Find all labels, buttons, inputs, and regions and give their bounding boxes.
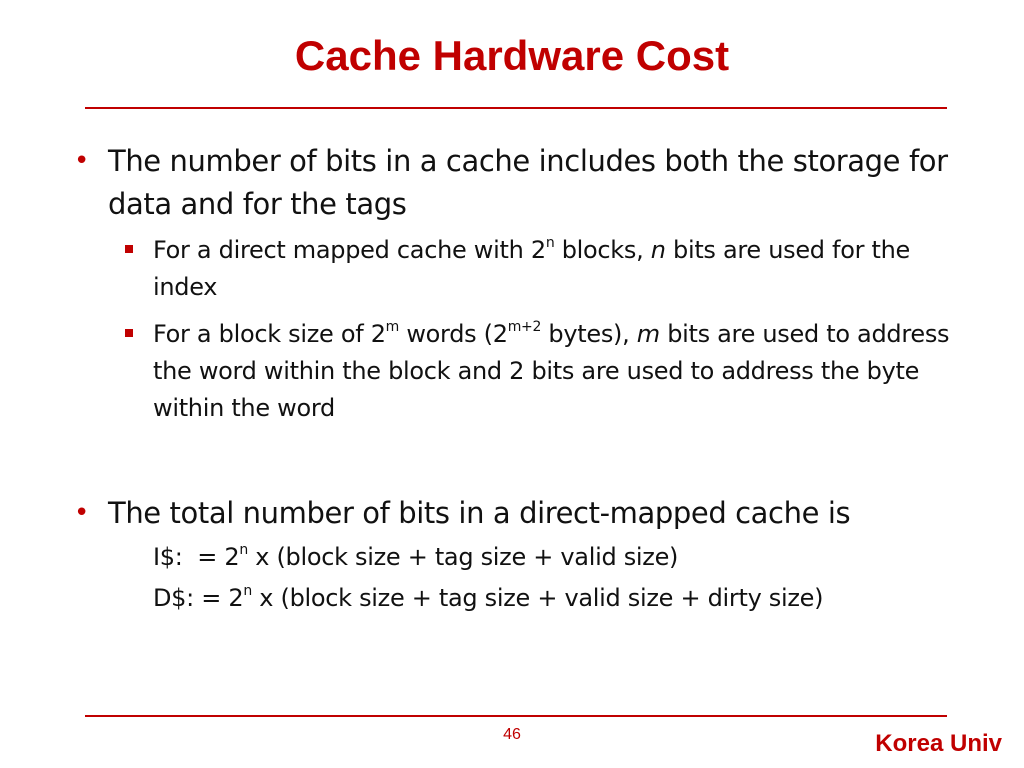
bullet-text-2: The total number of bits in a direct-mapped cache is (108, 496, 851, 530)
page-number: 46 (503, 726, 521, 743)
sub-bullet-2-part4: bits are used to address the word within the block and 2 bits are used to address the byte within the word (153, 320, 950, 422)
formula-icache-suffix: x (block size + tag size + valid size) (247, 543, 679, 571)
bullet-dot-icon: • (74, 498, 89, 528)
formula-icache-prefix: I$: = 2 (153, 543, 240, 571)
bullet-text-1: The number of bits in a cache includes both the storage for data and for the tags (108, 144, 948, 221)
sub-bullet-1-superscript: n (545, 235, 555, 251)
sub-bullet-1-part1: For a direct mapped cache with 2 (153, 236, 546, 264)
bullet-item-2 (68, 492, 968, 617)
formula-icache-superscript: n (239, 542, 248, 558)
bullet-main-2 (68, 492, 968, 535)
sub-bullet-2-superscript-2: m+2 (507, 319, 542, 335)
sub-bullet-1-part2: blocks, (554, 236, 651, 264)
square-bullet-icon (125, 329, 133, 337)
footer-brand: Korea Univ (875, 730, 1002, 757)
sub-bullet-2-part2: words (2 (399, 320, 508, 348)
sub-bullet-list (68, 232, 968, 427)
sub-bullet-item-2 (68, 316, 968, 427)
bullet-main-1 (68, 140, 968, 226)
footer-divider (85, 715, 947, 717)
formula-dcache-suffix: x (block size + tag size + valid size + dirty size) (251, 584, 824, 612)
bullet-item-1 (68, 140, 968, 437)
sub-bullet-1-italic: n (650, 236, 666, 264)
formula-dcache (68, 580, 968, 617)
sub-bullet-2-part3: bytes), (541, 320, 637, 348)
formula-icache (68, 539, 968, 576)
formula-dcache-prefix: D$: = 2 (153, 584, 244, 612)
title-underline (85, 107, 947, 109)
sub-bullet-item-1 (68, 232, 968, 306)
sub-bullet-2-superscript-1: m (385, 319, 400, 335)
sub-bullet-2-italic: m (636, 320, 660, 348)
slide-title: Cache Hardware Cost (294, 32, 730, 79)
sub-bullet-1-part3: bits are used for the index (153, 236, 910, 301)
square-bullet-icon (125, 245, 133, 253)
bullet-dot-icon: • (74, 146, 89, 176)
formula-dcache-superscript: n (243, 583, 252, 599)
sub-bullet-2-part1: For a block size of 2 (153, 320, 386, 348)
